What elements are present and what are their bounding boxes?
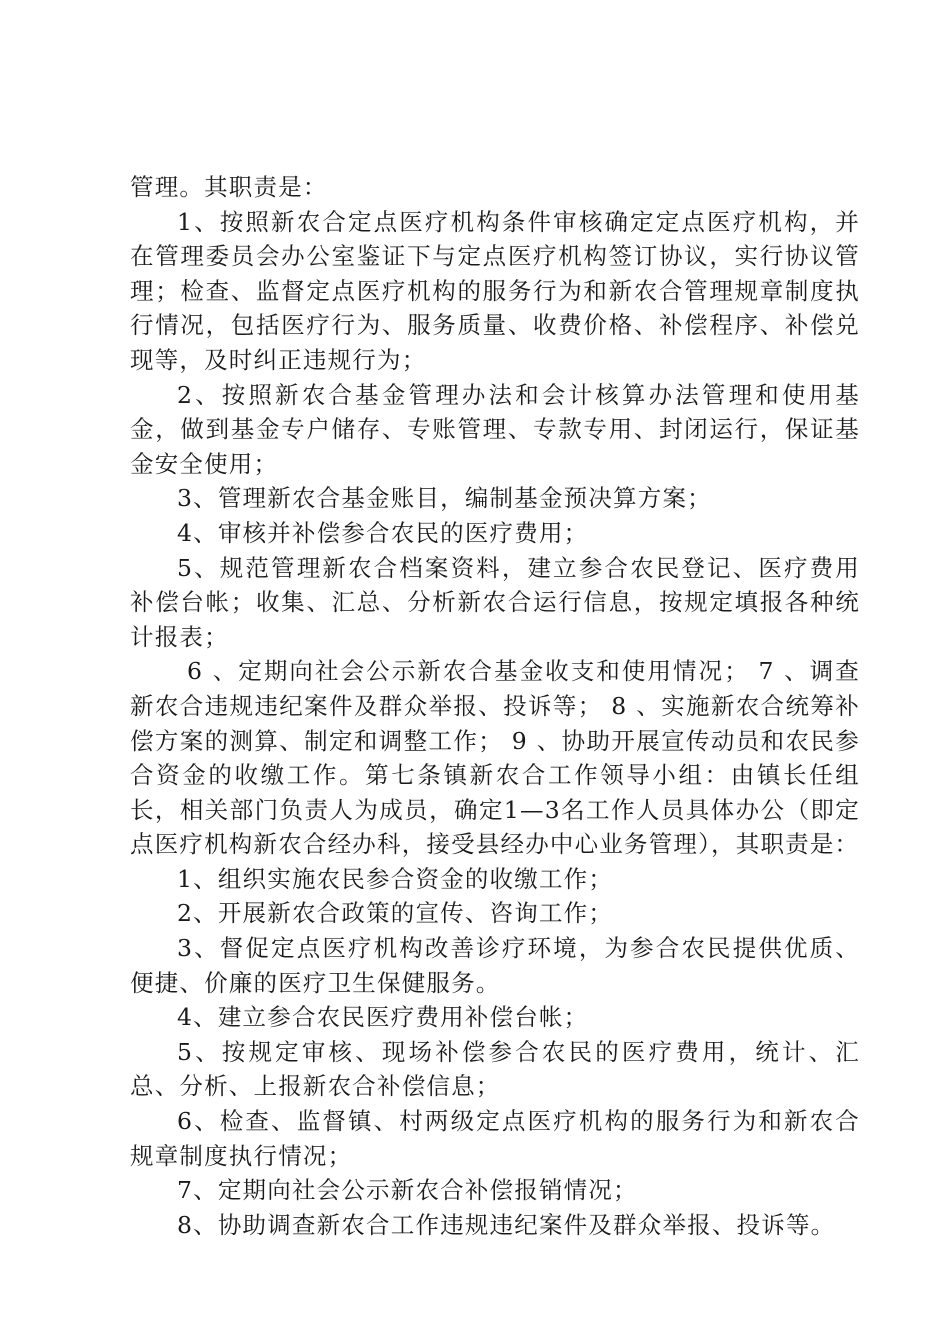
paragraph-town-item-5: 5、按规定审核、现场补偿参合农民的医疗费用，统计、汇总、分析、上报新农合补偿信息； bbox=[130, 1037, 860, 1101]
paragraph-town-item-7: 7、定期向社会公示新农合补偿报销情况； bbox=[177, 1176, 638, 1205]
paragraph-item-4: 4、审核并补偿参合农民的医疗费用； bbox=[177, 518, 589, 547]
paragraph-town-item-3: 3、督促定点医疗机构改善诊疗环境，为参合农民提供优质、便捷、价廉的医疗卫生保健服务。 bbox=[130, 934, 860, 997]
paragraph-town-item-2: 2、开展新农合政策的宣传、咨询工作； bbox=[177, 899, 614, 928]
paragraph-town-item-8: 8、协助调查新农合工作违规违纪案件及群众举报、投诉等。 bbox=[177, 1210, 836, 1239]
paragraph-item-3: 3、管理新农合基金账目，编制基金预决算方案； bbox=[177, 484, 712, 513]
paragraph-item-2: 2、按照新农合基金管理办法和会计核算办法管理和使用基金，做到基金专户储存、专账管理、专款专用、封闭运行，保证基金安全使用； bbox=[130, 380, 860, 478]
paragraph-intro: 管理。其职责是： bbox=[130, 173, 328, 201]
paragraph-item-1: 1、按照新农合定点医疗机构条件审核确定定点医疗机构，并在管理委员会办公室鉴证下与定点医疗机构签订协议，实行协议管理；检查、监督定点医疗机构的服务行为和新农合管理规章制度执行情况，包括医疗行为、服务质量、收费价格、补偿程序、补偿兑现等，及时纠正违规行为； bbox=[130, 207, 860, 374]
paragraph-town-item-6: 6、检查、监督镇、村两级定点医疗机构的服务行为和新农合规章制度执行情况； bbox=[130, 1107, 860, 1170]
paragraph-items-6-9-article-7: 6 、定期向社会公示新农合基金收支和使用情况； 7 、调查新农合违规违纪案件及群众举报、投诉等； 8 、实施新农合统筹补偿方案的测算、制定和调整工作； 9 、协助开展宣传动员和农民参合资金的收缴工作。第七条镇新农合工作领导小组：由镇长任组长，相关部门负责人为成员，确定1—3名工作人员具体办公（即定点医疗机构新农合经办科，接受县经办中心业务管理），其职责是： bbox=[130, 657, 860, 859]
paragraph-town-item-4: 4、建立参合农民医疗费用补偿台帐； bbox=[177, 1003, 589, 1032]
paragraph-town-item-1: 1、组织实施农民参合资金的收缴工作； bbox=[177, 864, 614, 893]
document-body bbox=[130, 170, 860, 1242]
paragraph-item-5: 5、规范管理新农合档案资料，建立参合农民登记、医疗费用补偿台帐；收集、汇总、分析新农合运行信息，按规定填报各种统计报表； bbox=[130, 553, 860, 651]
